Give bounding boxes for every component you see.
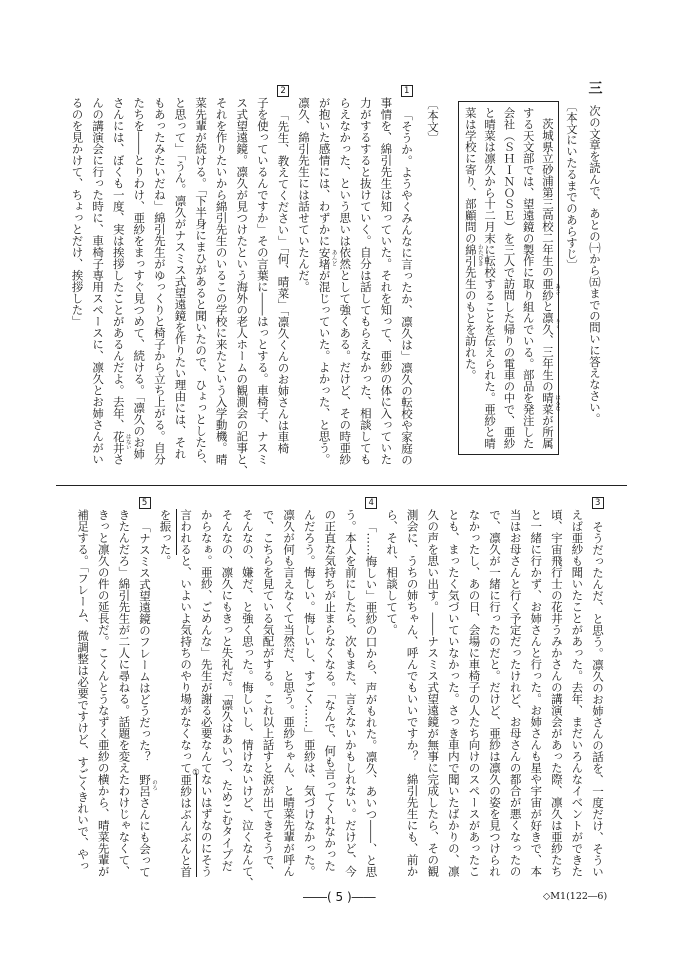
ruby-word	[541, 392, 560, 415]
text-run: たちを――とりわけ、亜紗をまっすぐ見つめて、続ける。「凛久のお姉	[132, 97, 147, 460]
text-run: 会社（ＳＨＩＮＯＳＥ）を三人で訪問した帰りの電車の中で、亜紗	[502, 107, 517, 449]
text-column	[340, 509, 361, 889]
text-run: 久の声を思い出す。――ナスミス式望遠鏡が無事に完成したら、その観	[426, 509, 441, 877]
text-column	[402, 509, 423, 889]
text-run: 凛久が何も言えなくて当然だ、と思う。亜紗ちゃん、と晴菜先輩が呼ん	[282, 509, 297, 877]
text-run: が所属	[541, 414, 555, 450]
text-run: 菜先輩が続ける。「下半身にまひがあると聞いたので、ひょっとしたら、	[194, 97, 209, 471]
text-column	[211, 97, 232, 477]
text-run: と	[541, 300, 555, 313]
ruby-base: 亜紗	[541, 278, 555, 301]
ruby-word	[463, 243, 483, 267]
text-column	[108, 97, 129, 477]
text-column	[355, 97, 376, 477]
text-run: ス式望遠鏡。凛久が見つけたという海外の老人ホームの観測会の記事と、	[235, 97, 250, 477]
ruby-base: 野呂	[137, 773, 152, 797]
ruby-reading: のろ	[150, 779, 157, 791]
ruby-word	[541, 312, 560, 336]
ruby-reading: わたびき	[476, 244, 483, 267]
text-column	[314, 97, 335, 477]
synopsis-box	[458, 101, 559, 455]
text-run: 茨城県立砂浦第三高校二年生の	[541, 118, 555, 278]
text-run: 力がするすると抜けていく。自分は話してもらえなかった、相談しても	[358, 97, 373, 465]
text-column	[134, 498, 157, 889]
ruby-word	[541, 278, 560, 301]
text-column	[258, 509, 279, 889]
text-column	[273, 86, 294, 477]
ruby-base: 安堵	[317, 246, 332, 270]
text-column	[335, 97, 356, 477]
text-column	[67, 97, 88, 477]
text-column	[170, 97, 191, 477]
text-run: 先生のもとを訪れた。	[463, 266, 478, 381]
text-run: 「先生、教えてください」「何、晴菜」「凛久くんのお姉さんは車椅	[276, 108, 291, 454]
section-divider	[56, 485, 627, 486]
paragraph-number-box: 2	[277, 85, 289, 97]
text-run: 「……悔しい」亜紗の口から、声がもれた。凛久、あいつ――、と思	[364, 520, 379, 877]
text-column	[361, 498, 382, 889]
text-column	[149, 97, 170, 477]
underlined-passage: 亜紗はぶんぶんと首	[179, 774, 197, 878]
section-number: 三	[588, 81, 603, 97]
ruby-base: 凛久	[541, 312, 555, 336]
text-run: ら、それ、相談してて。	[385, 509, 400, 636]
text-run: 当はお母さんと行く予定だったけれど、お母さんの都合が悪くなったの	[508, 509, 523, 877]
synopsis-text	[461, 107, 560, 452]
ruby-word	[317, 246, 337, 270]
text-column	[190, 97, 211, 477]
text-column	[155, 509, 176, 889]
underlined-passage: を振った	[159, 509, 177, 555]
ruby-base: 晴菜	[541, 392, 555, 415]
text-column	[464, 509, 485, 889]
text-column	[73, 509, 94, 889]
text-column	[381, 509, 402, 889]
text-run: 「そうか。ようやくみんなに言ったか、凛久は」凛久の転校や家庭の	[400, 108, 414, 465]
text-run: 頃、宇宙飛行士の花井うみかさんの講演会があった際、凛久は亜紗たち	[549, 509, 564, 877]
paragraph-number-box: 5	[139, 497, 151, 509]
text-run: う。本人を前にしたら、次もまた、言えないかもしれない。だけど、今	[343, 509, 358, 877]
ruby-reading: あんど	[330, 249, 337, 267]
text-run: が抱いた感情には、わずかに	[317, 97, 332, 247]
text-column	[252, 97, 273, 477]
text-column	[299, 509, 320, 889]
text-column	[423, 509, 444, 889]
synopsis-label: 〔本文にいたるまでのあらすじ〕	[565, 100, 579, 271]
text-run: と一緒に行かず、お姉さんと行った。お姉さんも星や宇宙が好きで、本	[529, 509, 544, 877]
page-number: ――( 5 )――	[303, 890, 376, 904]
instruction-text: 次の文章を読んで、あとの㈠から㈤までの問いに答えなさい。	[588, 105, 602, 425]
text-column	[232, 97, 253, 477]
text-column	[480, 107, 499, 452]
text-run: きたんだろ」綿引先生が二人に尋ねる。話題を変えたわけじゃなくて、	[117, 509, 132, 877]
text-column	[538, 107, 560, 452]
ruby-word	[137, 773, 157, 797]
text-column	[237, 509, 258, 889]
question-number-mark: ①	[192, 767, 200, 778]
ruby-word	[111, 430, 131, 454]
text-column	[176, 509, 200, 889]
text-run: きっと凛久の件の延長だ。こくんとうなずく亜紗の横から、晴菜先輩が	[96, 509, 111, 877]
text-run: とも、まったく気づいていなかった。さっき車内で聞いたばかりの、凛	[446, 509, 461, 877]
text-column	[196, 509, 217, 889]
body-text-bottom	[73, 498, 608, 889]
ruby-base: 花井	[111, 430, 126, 454]
text-column	[396, 86, 417, 477]
text-run: えば亜紗も聞いたことがあった。去年、まだいろんなイベントができた	[570, 509, 585, 877]
text-run: 子を使っているんですか」その言葉に――はっとする。車椅子、ナスミ	[255, 97, 270, 465]
text-column	[114, 509, 135, 889]
body-text-top	[67, 86, 417, 477]
text-column	[505, 509, 526, 889]
text-column	[320, 509, 341, 889]
text-run: 凛久、綿引先生には話せていたんだ。	[297, 97, 312, 293]
text-column	[129, 97, 150, 477]
text-run: もあったみたいだね」綿引先生がゆっくりと椅子から立ち上がる。自分	[152, 97, 167, 465]
text-run: らえなかった、という思いは依然として強くある。だけど、その時亜紗	[338, 97, 353, 465]
ruby-reading: はない	[124, 433, 131, 451]
text-run: さんには、ぼくも一度、実は挨拶したことがあるんだよ。去年、	[111, 97, 126, 431]
text-run: そうだったんだ、と思う。凛久のお姉さんの話を、一度だけ、そうい	[591, 520, 605, 877]
text-run: そんなの、嫌だ、と強く思った。悔しいし、情けないけど、泣くなんて、	[240, 509, 255, 889]
text-column	[518, 107, 537, 452]
text-run: さ	[111, 453, 126, 465]
text-run: 「ナスミス式望遠鏡のフレームはどうだった？	[137, 520, 152, 774]
text-column	[499, 107, 518, 452]
text-column	[526, 509, 547, 889]
text-run: 。	[158, 555, 173, 567]
text-run: する天文部では、望遠鏡の製作に取り組んでいる。部品を発注した	[521, 107, 536, 449]
text-column	[279, 509, 300, 889]
text-run: るのを見かけて、ちょっとだけ、挨拶した」	[70, 97, 85, 327]
ruby-reading: はるな	[554, 395, 560, 412]
text-run: 、三年生の	[541, 335, 555, 393]
text-run: なかったし、あの日、会場に車椅子の人たち向けのスペースがあったこ	[467, 509, 482, 877]
text-run: の正直な気持ちが止まらなくなる。「なんで、何も言ってくれなかった	[323, 509, 338, 872]
text-run: で、凛久が一緒に行ったのだと。だけど、亜紗は凛久の姿を見つけられ	[488, 509, 503, 877]
text-run: そんなの、凛久にもきっと失礼だ。「凛久はあいつ、ためこむタイプだ	[220, 509, 235, 872]
text-run: 菜は学校に寄り、部顧問の	[463, 107, 478, 244]
text-run: 言われると、いよいよ気持ちのやり場がなくなって	[179, 509, 194, 774]
text-run: さんにも会って	[137, 796, 152, 877]
text-run: 補足する。「フレーム、微調整は必要ですけど、すごくきれいで、やっ	[76, 509, 91, 872]
text-column	[567, 509, 588, 889]
text-run: と思って」「うん。凛久がナスミス式望遠鏡を作りたい理由には、それ	[173, 97, 188, 460]
ruby-base: 綿引	[463, 243, 478, 267]
text-column	[587, 498, 608, 889]
body-label: 〔本文〕	[426, 98, 440, 144]
text-column	[443, 509, 464, 889]
ruby-reading: りく	[554, 318, 560, 330]
text-column	[546, 509, 567, 889]
text-column	[93, 509, 114, 889]
text-column	[293, 97, 314, 477]
ruby-reading: あさ	[554, 283, 560, 295]
text-column	[461, 107, 483, 452]
text-run: で、こちらを見ている気配がする。これ以上話すと涙が出てきそうで、	[261, 509, 276, 877]
paragraph-number-box: 4	[365, 497, 377, 509]
text-run: が混じっていた。よかった、と思う。	[317, 269, 332, 465]
text-run: と晴菜は凛久から十二月末に転校することを伝えられた。亜紗と晴	[483, 107, 498, 449]
text-run: んだろう。悔しい。悔しいし、すごく……」亜紗は、気づけなかった。	[302, 509, 317, 877]
text-column	[376, 97, 397, 477]
text-run: それを作りたいから綿引先生のいるこの学校に来たという入学動機。晴	[214, 97, 229, 465]
page-code: ◇M1(122―6)	[543, 891, 608, 902]
text-run: 事情を、綿引先生は知っていた。それを知って、亜紗の体に入っていた	[379, 97, 394, 465]
text-run: 測会に、うちの姉ちゃん、呼んでもいいですか？ 綿引先生にも、前か	[405, 509, 420, 877]
paragraph-number-box: 1	[401, 85, 413, 97]
text-column	[88, 97, 109, 477]
text-column	[217, 509, 238, 889]
paragraph-number-box: 3	[592, 497, 604, 509]
text-run: んの講演会に行った時に、車椅子専用スペースに、凛久とお姉さんがい	[91, 97, 106, 465]
text-column	[484, 509, 505, 889]
text-run: からなぁ。亜紗、ごめんな」先生が謝る必要なんてないはずなのにそう	[199, 509, 214, 877]
